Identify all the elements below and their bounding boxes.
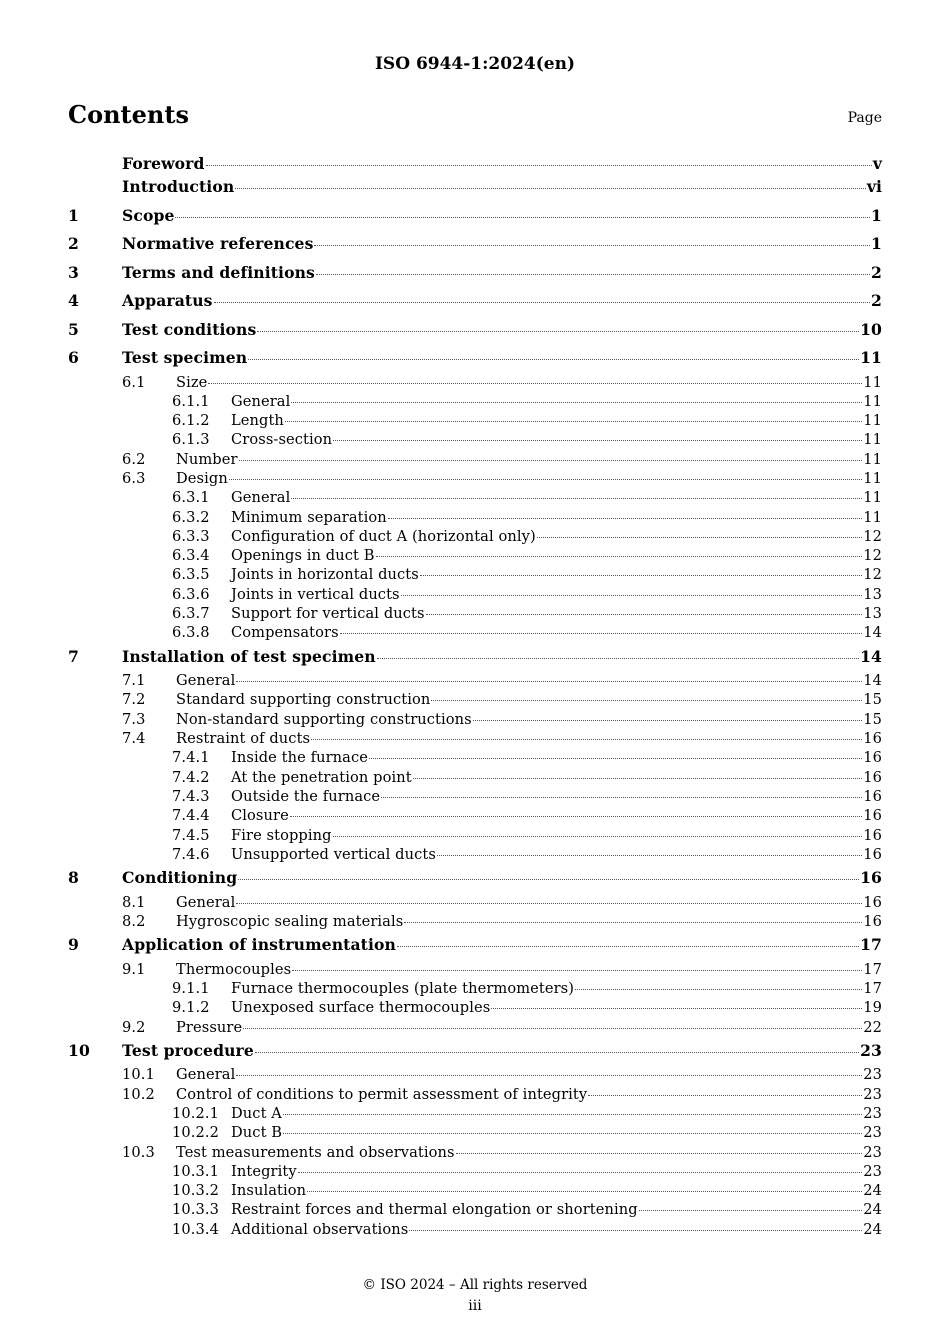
toc-entry-page: 24 bbox=[863, 1220, 882, 1238]
toc-dot-leader bbox=[456, 1152, 863, 1154]
toc-dot-leader bbox=[175, 216, 870, 218]
toc-dot-leader bbox=[255, 1051, 859, 1053]
toc-entry-number: 8.2 bbox=[122, 912, 146, 930]
toc-entry[interactable] bbox=[68, 259, 882, 288]
toc-dot-leader bbox=[401, 594, 863, 596]
toc-dot-leader bbox=[292, 969, 862, 971]
toc-entry-page: 12 bbox=[863, 566, 882, 584]
toc-entry-number: 7.4.5 bbox=[172, 826, 210, 844]
toc-entry[interactable] bbox=[68, 411, 882, 430]
toc-entry-title: Application of instrumentation bbox=[122, 935, 396, 955]
toc-entry[interactable] bbox=[68, 1181, 882, 1200]
table-of-contents bbox=[68, 154, 882, 1239]
toc-entry[interactable] bbox=[68, 1162, 882, 1181]
toc-dot-leader bbox=[404, 921, 862, 923]
toc-entry[interactable] bbox=[68, 845, 882, 864]
toc-entry[interactable] bbox=[68, 430, 882, 449]
toc-entry-number: 7.3 bbox=[122, 710, 146, 728]
toc-entry-page: 14 bbox=[863, 624, 882, 642]
toc-dot-leader bbox=[588, 1094, 862, 1096]
toc-entry-number: 9.1.2 bbox=[172, 999, 210, 1017]
toc-dot-leader bbox=[409, 1229, 862, 1231]
toc-entry-page: 11 bbox=[863, 489, 882, 507]
toc-entry-number: 10.2.1 bbox=[172, 1105, 220, 1122]
toc-entry-number: 1 bbox=[68, 205, 79, 225]
toc-entry[interactable] bbox=[68, 585, 882, 604]
toc-entry-number: 6.1.1 bbox=[172, 392, 210, 410]
toc-entry-number: 7.4.6 bbox=[172, 845, 210, 863]
toc-dot-leader bbox=[235, 187, 866, 189]
toc-entry-title: General bbox=[176, 672, 236, 690]
toc-entry-page: 16 bbox=[863, 912, 882, 930]
toc-entry-title: Hygroscopic sealing materials bbox=[176, 912, 404, 930]
toc-dot-leader bbox=[340, 632, 863, 634]
toc-entry-page: 16 bbox=[863, 768, 882, 786]
toc-entry-number: 10.3 bbox=[122, 1143, 155, 1161]
toc-entry-title: Normative references bbox=[122, 234, 314, 253]
toc-entry-page: 11 bbox=[863, 412, 882, 430]
toc-entry-number: 7.4.3 bbox=[172, 787, 210, 805]
toc-dot-leader bbox=[333, 835, 863, 837]
toc-entry[interactable] bbox=[68, 546, 882, 565]
toc-entry-number: 6.3.3 bbox=[172, 527, 210, 545]
toc-dot-leader bbox=[639, 1209, 863, 1211]
toc-entry[interactable] bbox=[68, 469, 882, 488]
toc-entry[interactable] bbox=[68, 912, 882, 931]
document-id-header: ISO 6944-1:2024(en) bbox=[374, 54, 575, 74]
toc-entry-title: At the penetration point bbox=[231, 768, 412, 786]
toc-entry-title: Outside the furnace bbox=[231, 787, 381, 805]
toc-entry-title: Configuration of duct A (horizontal only) bbox=[231, 527, 536, 545]
toc-entry-number: 3 bbox=[68, 262, 79, 282]
toc-entry[interactable] bbox=[68, 806, 882, 825]
toc-entry-page: 14 bbox=[860, 646, 882, 666]
toc-entry-page: 11 bbox=[863, 392, 882, 410]
toc-entry-page: 13 bbox=[863, 585, 882, 603]
toc-entry-title: Standard supporting construction bbox=[176, 691, 431, 709]
toc-dot-leader bbox=[238, 878, 859, 880]
toc-entry-page: 10 bbox=[860, 319, 882, 339]
toc-entry[interactable] bbox=[68, 373, 882, 392]
toc-entry[interactable] bbox=[68, 787, 882, 806]
toc-entry-title: Introduction bbox=[122, 177, 235, 196]
toc-entry-number: 6.1 bbox=[122, 373, 146, 391]
toc-dot-leader bbox=[291, 497, 862, 499]
toc-entry-page: 2 bbox=[871, 291, 882, 310]
toc-entry[interactable] bbox=[68, 1104, 882, 1123]
toc-entry-number: 6.3.8 bbox=[172, 624, 210, 642]
toc-entry[interactable] bbox=[68, 729, 882, 748]
toc-entry[interactable] bbox=[68, 344, 882, 373]
toc-entry-number: 6.3 bbox=[122, 469, 146, 487]
toc-entry-title: Test conditions bbox=[122, 319, 257, 339]
toc-entry-title: Installation of test specimen bbox=[122, 646, 376, 666]
toc-entry[interactable] bbox=[68, 710, 882, 729]
toc-entry-page: 1 bbox=[871, 205, 882, 225]
toc-entry-page: 23 bbox=[863, 1105, 882, 1122]
toc-dot-leader bbox=[491, 1007, 862, 1009]
toc-entry[interactable] bbox=[68, 671, 882, 690]
toc-entry-page: 16 bbox=[863, 787, 882, 805]
toc-dot-leader bbox=[236, 902, 862, 904]
toc-entry-number: 10.1 bbox=[122, 1066, 155, 1084]
toc-entry-number: 9 bbox=[68, 935, 79, 955]
toc-entry-page: 23 bbox=[863, 1124, 882, 1142]
toc-dot-leader bbox=[248, 358, 859, 360]
toc-entry-title: General bbox=[176, 893, 236, 911]
toc-entry-title: Control of conditions to permit assessment of integrity bbox=[176, 1085, 588, 1103]
toc-entry[interactable] bbox=[68, 748, 882, 767]
toc-entry[interactable] bbox=[68, 230, 882, 259]
toc-entry-title: Additional observations bbox=[231, 1220, 409, 1238]
toc-entry[interactable] bbox=[68, 392, 882, 411]
toc-entry[interactable] bbox=[68, 643, 882, 672]
toc-entry-number: 9.1.1 bbox=[172, 980, 210, 998]
toc-entry-page: 16 bbox=[860, 868, 882, 888]
toc-dot-leader bbox=[314, 244, 870, 246]
toc-dot-leader bbox=[420, 574, 862, 576]
toc-entry-page: 17 bbox=[860, 935, 882, 955]
contents-heading: Contents bbox=[68, 100, 189, 129]
toc-entry-number: 7.1 bbox=[122, 672, 146, 690]
toc-dot-leader bbox=[333, 439, 862, 441]
toc-entry-page: v bbox=[872, 154, 882, 173]
toc-entry-title: Minimum separation bbox=[231, 508, 387, 526]
toc-dot-leader bbox=[298, 1171, 863, 1173]
toc-dot-leader bbox=[473, 719, 862, 721]
toc-dot-leader bbox=[214, 301, 870, 303]
toc-dot-leader bbox=[257, 330, 859, 332]
toc-entry-page: 16 bbox=[863, 893, 882, 911]
toc-entry-number: 7.4.4 bbox=[172, 807, 210, 825]
toc-entry[interactable] bbox=[68, 1065, 882, 1084]
toc-entry-title: General bbox=[231, 489, 291, 507]
page-number: iii bbox=[468, 1298, 482, 1314]
toc-entry[interactable] bbox=[68, 690, 882, 709]
toc-dot-leader bbox=[208, 382, 862, 384]
toc-entry-page: 16 bbox=[863, 807, 882, 825]
toc-entry[interactable] bbox=[68, 1037, 882, 1066]
toc-entry-number: 2 bbox=[68, 234, 79, 253]
toc-entry-number: 10.3.3 bbox=[172, 1201, 220, 1219]
toc-dot-leader bbox=[376, 555, 863, 557]
toc-entry-page: vi bbox=[866, 177, 882, 196]
toc-entry-page: 11 bbox=[863, 508, 882, 526]
page-column-label: Page bbox=[847, 110, 882, 126]
toc-entry-title: Thermocouples bbox=[176, 960, 292, 978]
toc-dot-leader bbox=[388, 517, 862, 519]
toc-dot-leader bbox=[206, 164, 872, 166]
toc-dot-leader bbox=[291, 401, 862, 403]
toc-entry[interactable] bbox=[68, 488, 882, 507]
toc-dot-leader bbox=[537, 536, 862, 538]
toc-entry-page: 1 bbox=[871, 234, 882, 253]
toc-entry[interactable] bbox=[68, 316, 882, 345]
toc-entry-title: Insulation bbox=[231, 1182, 307, 1200]
toc-entry-title: Terms and definitions bbox=[122, 262, 315, 282]
toc-entry-page: 22 bbox=[863, 1018, 882, 1036]
toc-entry-number: 7.4.1 bbox=[172, 749, 210, 767]
toc-entry-page: 14 bbox=[863, 672, 882, 690]
toc-entry-number: 7.4.2 bbox=[172, 768, 210, 786]
toc-dot-leader bbox=[431, 699, 862, 701]
toc-entry-title: Openings in duct B bbox=[231, 547, 375, 565]
toc-entry-page: 13 bbox=[863, 605, 882, 623]
toc-dot-leader bbox=[283, 1113, 862, 1115]
toc-dot-leader bbox=[239, 459, 863, 461]
toc-entry-title: Compensators bbox=[231, 624, 339, 642]
toc-entry[interactable] bbox=[68, 623, 882, 642]
toc-entry-title: General bbox=[176, 1066, 236, 1084]
toc-dot-leader bbox=[397, 945, 859, 947]
toc-dot-leader bbox=[437, 854, 862, 856]
toc-entry-title: Duct B bbox=[231, 1124, 283, 1142]
toc-entry-title: General bbox=[231, 392, 291, 410]
toc-entry-number: 4 bbox=[68, 291, 79, 310]
toc-entry-page: 16 bbox=[863, 749, 882, 767]
toc-entry-title: Test specimen bbox=[122, 348, 248, 367]
toc-entry-number: 10 bbox=[68, 1040, 90, 1060]
toc-entry-page: 11 bbox=[863, 431, 882, 449]
toc-entry-number: 10.2 bbox=[122, 1085, 155, 1103]
toc-entry-title: Inside the furnace bbox=[231, 749, 368, 767]
toc-entry-page: 19 bbox=[863, 999, 882, 1017]
toc-entry-number: 6.3.7 bbox=[172, 605, 210, 623]
toc-entry-page: 11 bbox=[863, 469, 882, 487]
toc-entry-title: Restraint forces and thermal elongation or shortening bbox=[231, 1201, 638, 1219]
toc-entry-title: Joints in horizontal ducts bbox=[231, 566, 419, 584]
toc-dot-leader bbox=[283, 1132, 862, 1134]
toc-dot-leader bbox=[369, 757, 862, 759]
toc-entry[interactable] bbox=[68, 565, 882, 584]
toc-entry-number: 7.2 bbox=[122, 691, 146, 709]
toc-entry[interactable] bbox=[68, 998, 882, 1017]
toc-dot-leader bbox=[243, 1027, 862, 1029]
toc-entry[interactable] bbox=[68, 527, 882, 546]
toc-entry-title: Cross-section bbox=[231, 431, 333, 449]
toc-entry-page: 17 bbox=[863, 960, 882, 978]
toc-entry-title: Unsupported vertical ducts bbox=[231, 845, 436, 863]
toc-entry-title: Furnace thermocouples (plate thermometers) bbox=[231, 980, 575, 998]
toc-entry-page: 23 bbox=[863, 1162, 882, 1180]
toc-entry-title: Integrity bbox=[231, 1162, 297, 1180]
toc-entry[interactable] bbox=[68, 1200, 882, 1219]
toc-entry-number: 8.1 bbox=[122, 893, 146, 911]
toc-entry-page: 16 bbox=[863, 826, 882, 844]
toc-entry-title: Design bbox=[176, 469, 228, 487]
toc-entry[interactable] bbox=[68, 450, 882, 469]
toc-entry-number: 6 bbox=[68, 348, 79, 367]
toc-entry-title: Apparatus bbox=[122, 291, 213, 310]
toc-entry[interactable] bbox=[68, 1220, 882, 1239]
toc-entry-page: 23 bbox=[863, 1085, 882, 1103]
toc-entry-title: Scope bbox=[122, 205, 175, 225]
toc-entry-title: Closure bbox=[231, 807, 289, 825]
toc-entry[interactable] bbox=[68, 1085, 882, 1104]
toc-entry-number: 6.3.2 bbox=[172, 508, 210, 526]
toc-entry[interactable] bbox=[68, 826, 882, 845]
toc-entry[interactable] bbox=[68, 287, 882, 316]
toc-entry-page: 15 bbox=[863, 710, 882, 728]
toc-dot-leader bbox=[426, 613, 863, 615]
toc-entry[interactable] bbox=[68, 979, 882, 998]
toc-entry-title: Test procedure bbox=[122, 1040, 254, 1060]
toc-entry-page: 16 bbox=[863, 845, 882, 863]
toc-dot-leader bbox=[311, 738, 862, 740]
toc-entry-title: Restraint of ducts bbox=[176, 730, 311, 748]
toc-entry-title: Joints in vertical ducts bbox=[231, 585, 400, 603]
toc-entry-number: 7 bbox=[68, 646, 79, 666]
toc-entry[interactable] bbox=[68, 960, 882, 979]
toc-entry-number: 10.3.2 bbox=[172, 1182, 220, 1200]
toc-entry-page: 12 bbox=[863, 527, 882, 545]
copyright-footer: © ISO 2024 – All rights reserved bbox=[362, 1277, 588, 1293]
toc-entry-page: 2 bbox=[871, 262, 882, 282]
toc-entry-title: Fire stopping bbox=[231, 826, 332, 844]
toc-entry-title: Size bbox=[176, 373, 208, 391]
toc-dot-leader bbox=[307, 1190, 862, 1192]
toc-entry-title: Support for vertical ducts bbox=[231, 605, 425, 623]
toc-entry-number: 6.3.1 bbox=[172, 489, 210, 507]
toc-entry-number: 9.2 bbox=[122, 1018, 146, 1036]
toc-entry-number: 6.3.5 bbox=[172, 566, 210, 584]
toc-entry-page: 23 bbox=[863, 1143, 882, 1161]
toc-entry[interactable] bbox=[68, 768, 882, 787]
toc-entry-number: 6.3.4 bbox=[172, 547, 210, 565]
toc-entry-number: 7.4 bbox=[122, 730, 146, 748]
toc-dot-leader bbox=[316, 273, 870, 275]
toc-entry-title: Foreword bbox=[122, 154, 205, 173]
toc-entry-page: 23 bbox=[860, 1040, 882, 1060]
toc-entry-title: Length bbox=[231, 412, 284, 430]
toc-entry-number: 10.3.1 bbox=[172, 1162, 220, 1180]
toc-entry[interactable] bbox=[68, 1018, 882, 1037]
toc-entry-title: Pressure bbox=[176, 1018, 243, 1036]
toc-entry[interactable] bbox=[68, 604, 882, 623]
toc-entry-page: 24 bbox=[863, 1201, 882, 1219]
toc-entry[interactable] bbox=[68, 864, 882, 893]
toc-entry-number: 6.1.2 bbox=[172, 412, 210, 430]
toc-entry-title: Non-standard supporting constructions bbox=[176, 710, 472, 728]
toc-entry[interactable] bbox=[68, 893, 882, 912]
toc-entry-number: 9.1 bbox=[122, 960, 146, 978]
toc-entry-number: 5 bbox=[68, 319, 79, 339]
toc-entry[interactable] bbox=[68, 173, 882, 202]
toc-entry-page: 11 bbox=[860, 348, 882, 367]
toc-entry-title: Unexposed surface thermocouples bbox=[231, 999, 491, 1017]
toc-entry[interactable] bbox=[68, 202, 882, 231]
toc-entry-page: 11 bbox=[863, 373, 882, 391]
toc-entry[interactable] bbox=[68, 154, 882, 173]
toc-dot-leader bbox=[377, 657, 859, 659]
toc-entry[interactable] bbox=[68, 1143, 882, 1162]
toc-entry-page: 11 bbox=[863, 450, 882, 468]
toc-entry-number: 6.3.6 bbox=[172, 585, 210, 603]
toc-entry-page: 24 bbox=[863, 1182, 882, 1200]
toc-dot-leader bbox=[285, 420, 862, 422]
toc-entry-page: 17 bbox=[863, 980, 882, 998]
toc-entry[interactable] bbox=[68, 1123, 882, 1142]
toc-dot-leader bbox=[381, 796, 862, 798]
toc-entry-title: Conditioning bbox=[122, 868, 238, 888]
toc-entry-number: 10.3.4 bbox=[172, 1220, 220, 1238]
toc-dot-leader bbox=[575, 988, 862, 990]
toc-dot-leader bbox=[413, 777, 863, 779]
toc-dot-leader bbox=[236, 680, 862, 682]
toc-entry[interactable] bbox=[68, 508, 882, 527]
toc-entry-title: Duct A bbox=[231, 1105, 282, 1122]
toc-entry-title: Number bbox=[176, 450, 238, 468]
toc-entry[interactable] bbox=[68, 931, 882, 960]
toc-entry-number: 6.1.3 bbox=[172, 431, 210, 449]
toc-entry-number: 8 bbox=[68, 868, 79, 888]
toc-entry-page: 15 bbox=[863, 691, 882, 709]
toc-dot-leader bbox=[290, 815, 862, 817]
toc-entry-page: 12 bbox=[863, 547, 882, 565]
toc-dot-leader bbox=[236, 1074, 862, 1076]
toc-entry-page: 16 bbox=[863, 730, 882, 748]
toc-dot-leader bbox=[229, 478, 862, 480]
toc-entry-number: 10.2.2 bbox=[172, 1124, 220, 1142]
toc-entry-page: 23 bbox=[863, 1066, 882, 1084]
toc-entry-title: Test measurements and observations bbox=[176, 1143, 455, 1161]
toc-entry-number: 6.2 bbox=[122, 450, 146, 468]
